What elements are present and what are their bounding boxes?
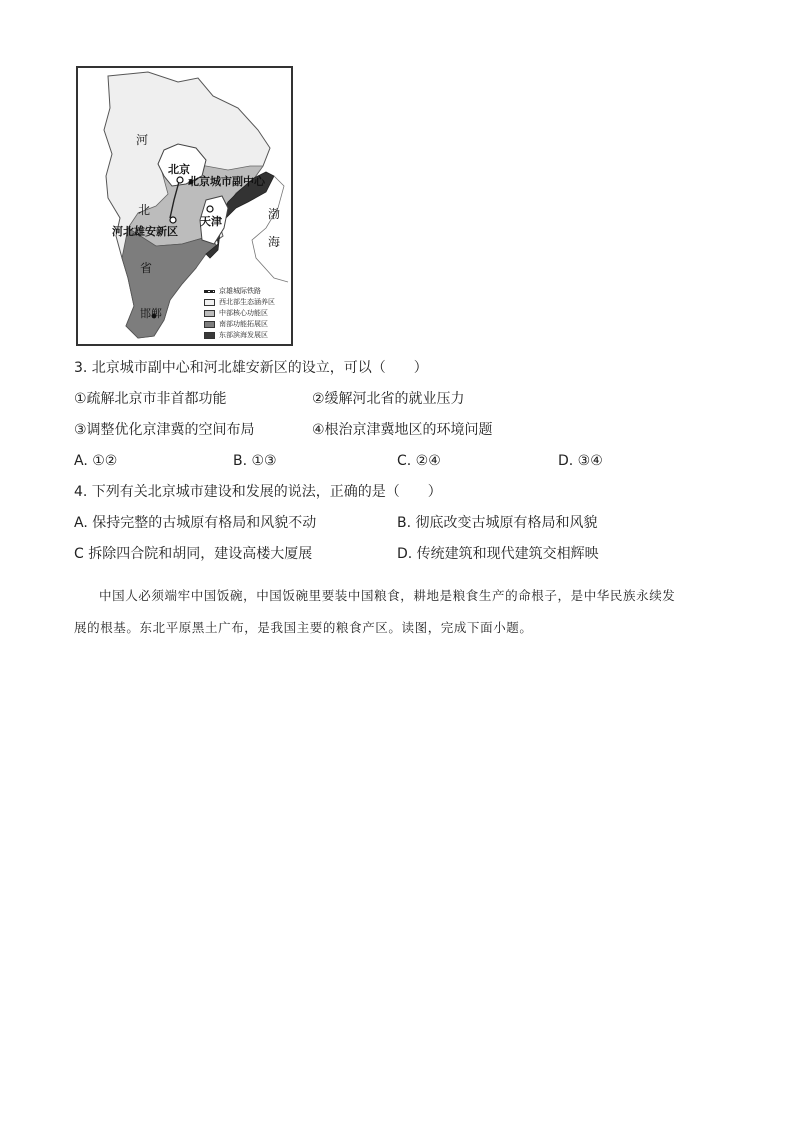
q4-option-a[interactable]: A. 保持完整的古城原有格局和风貌不动 xyxy=(74,515,317,531)
passage-line-1: 中国人必须端牢中国饭碗，中国饭碗里要装中国粮食，耕地是粮食生产的命根子，是中华民族永续发 xyxy=(99,588,676,603)
q3-option-d[interactable]: D. ③④ xyxy=(558,453,603,469)
legend-item-rail: 京雄城际铁路 xyxy=(204,286,293,297)
label-sheng: 省 xyxy=(140,261,153,275)
q4-option-c[interactable]: C 拆除四合院和胡同，建设高楼大厦展 xyxy=(74,546,313,562)
tianjin-marker xyxy=(207,206,213,212)
q4-option-b[interactable]: B. 彻底改变古城原有格局和风貌 xyxy=(397,515,598,531)
map-legend xyxy=(204,286,293,341)
swatch-icon xyxy=(204,310,215,317)
map-figure xyxy=(76,66,293,346)
legend-item-southern: 南部功能拓展区 xyxy=(204,319,293,330)
q3-statement-1: ①疏解北京市非首都功能 xyxy=(74,391,227,407)
q3-statement-3: ③调整优化京津冀的空间布局 xyxy=(74,422,255,438)
label-bohai-1: 渤 xyxy=(268,207,281,221)
swatch-icon xyxy=(204,332,215,339)
passage-line-2: 展的根基。东北平原黑土广布，是我国主要的粮食产区。读图，完成下面小题。 xyxy=(74,620,533,635)
swatch-icon xyxy=(204,299,215,306)
q3-statement-2: ②缓解河北省的就业压力 xyxy=(312,391,465,407)
rail-swatch-icon xyxy=(204,290,215,293)
passage xyxy=(74,580,724,644)
beijing-marker xyxy=(177,177,183,183)
q3-option-b[interactable]: B. ①③ xyxy=(233,453,277,469)
label-xiongan: 河北雄安新区 xyxy=(112,225,178,238)
legend-item-ecological: 西北部生态涵养区 xyxy=(204,297,293,308)
label-subcenter: 北京城市副中心 xyxy=(188,175,265,188)
label-he: 河 xyxy=(136,133,149,147)
label-bohai-2: 海 xyxy=(268,235,281,249)
legend-item-eastern: 东部滨海发展区 xyxy=(204,330,293,341)
q3-option-a[interactable]: A. ①② xyxy=(74,453,118,469)
label-tianjin: 天津 xyxy=(200,215,222,228)
label-bei: 北 xyxy=(138,203,151,217)
q3-option-c[interactable]: C. ②④ xyxy=(397,453,441,469)
q4-stem: 4. 下列有关北京城市建设和发展的说法，正确的是（ ） xyxy=(74,484,442,500)
xiongan-marker xyxy=(170,217,176,223)
q4-option-d[interactable]: D. 传统建筑和现代建筑交相辉映 xyxy=(397,546,599,562)
label-beijing: 北京 xyxy=(168,163,190,176)
label-handan: 邯郸 xyxy=(140,307,162,320)
q3-statement-4: ④根治京津冀地区的环境问题 xyxy=(312,422,493,438)
q3-stem: 3. 北京城市副中心和河北雄安新区的设立，可以（ ） xyxy=(74,360,428,376)
legend-item-core: 中部核心功能区 xyxy=(204,308,293,319)
swatch-icon xyxy=(204,321,215,328)
